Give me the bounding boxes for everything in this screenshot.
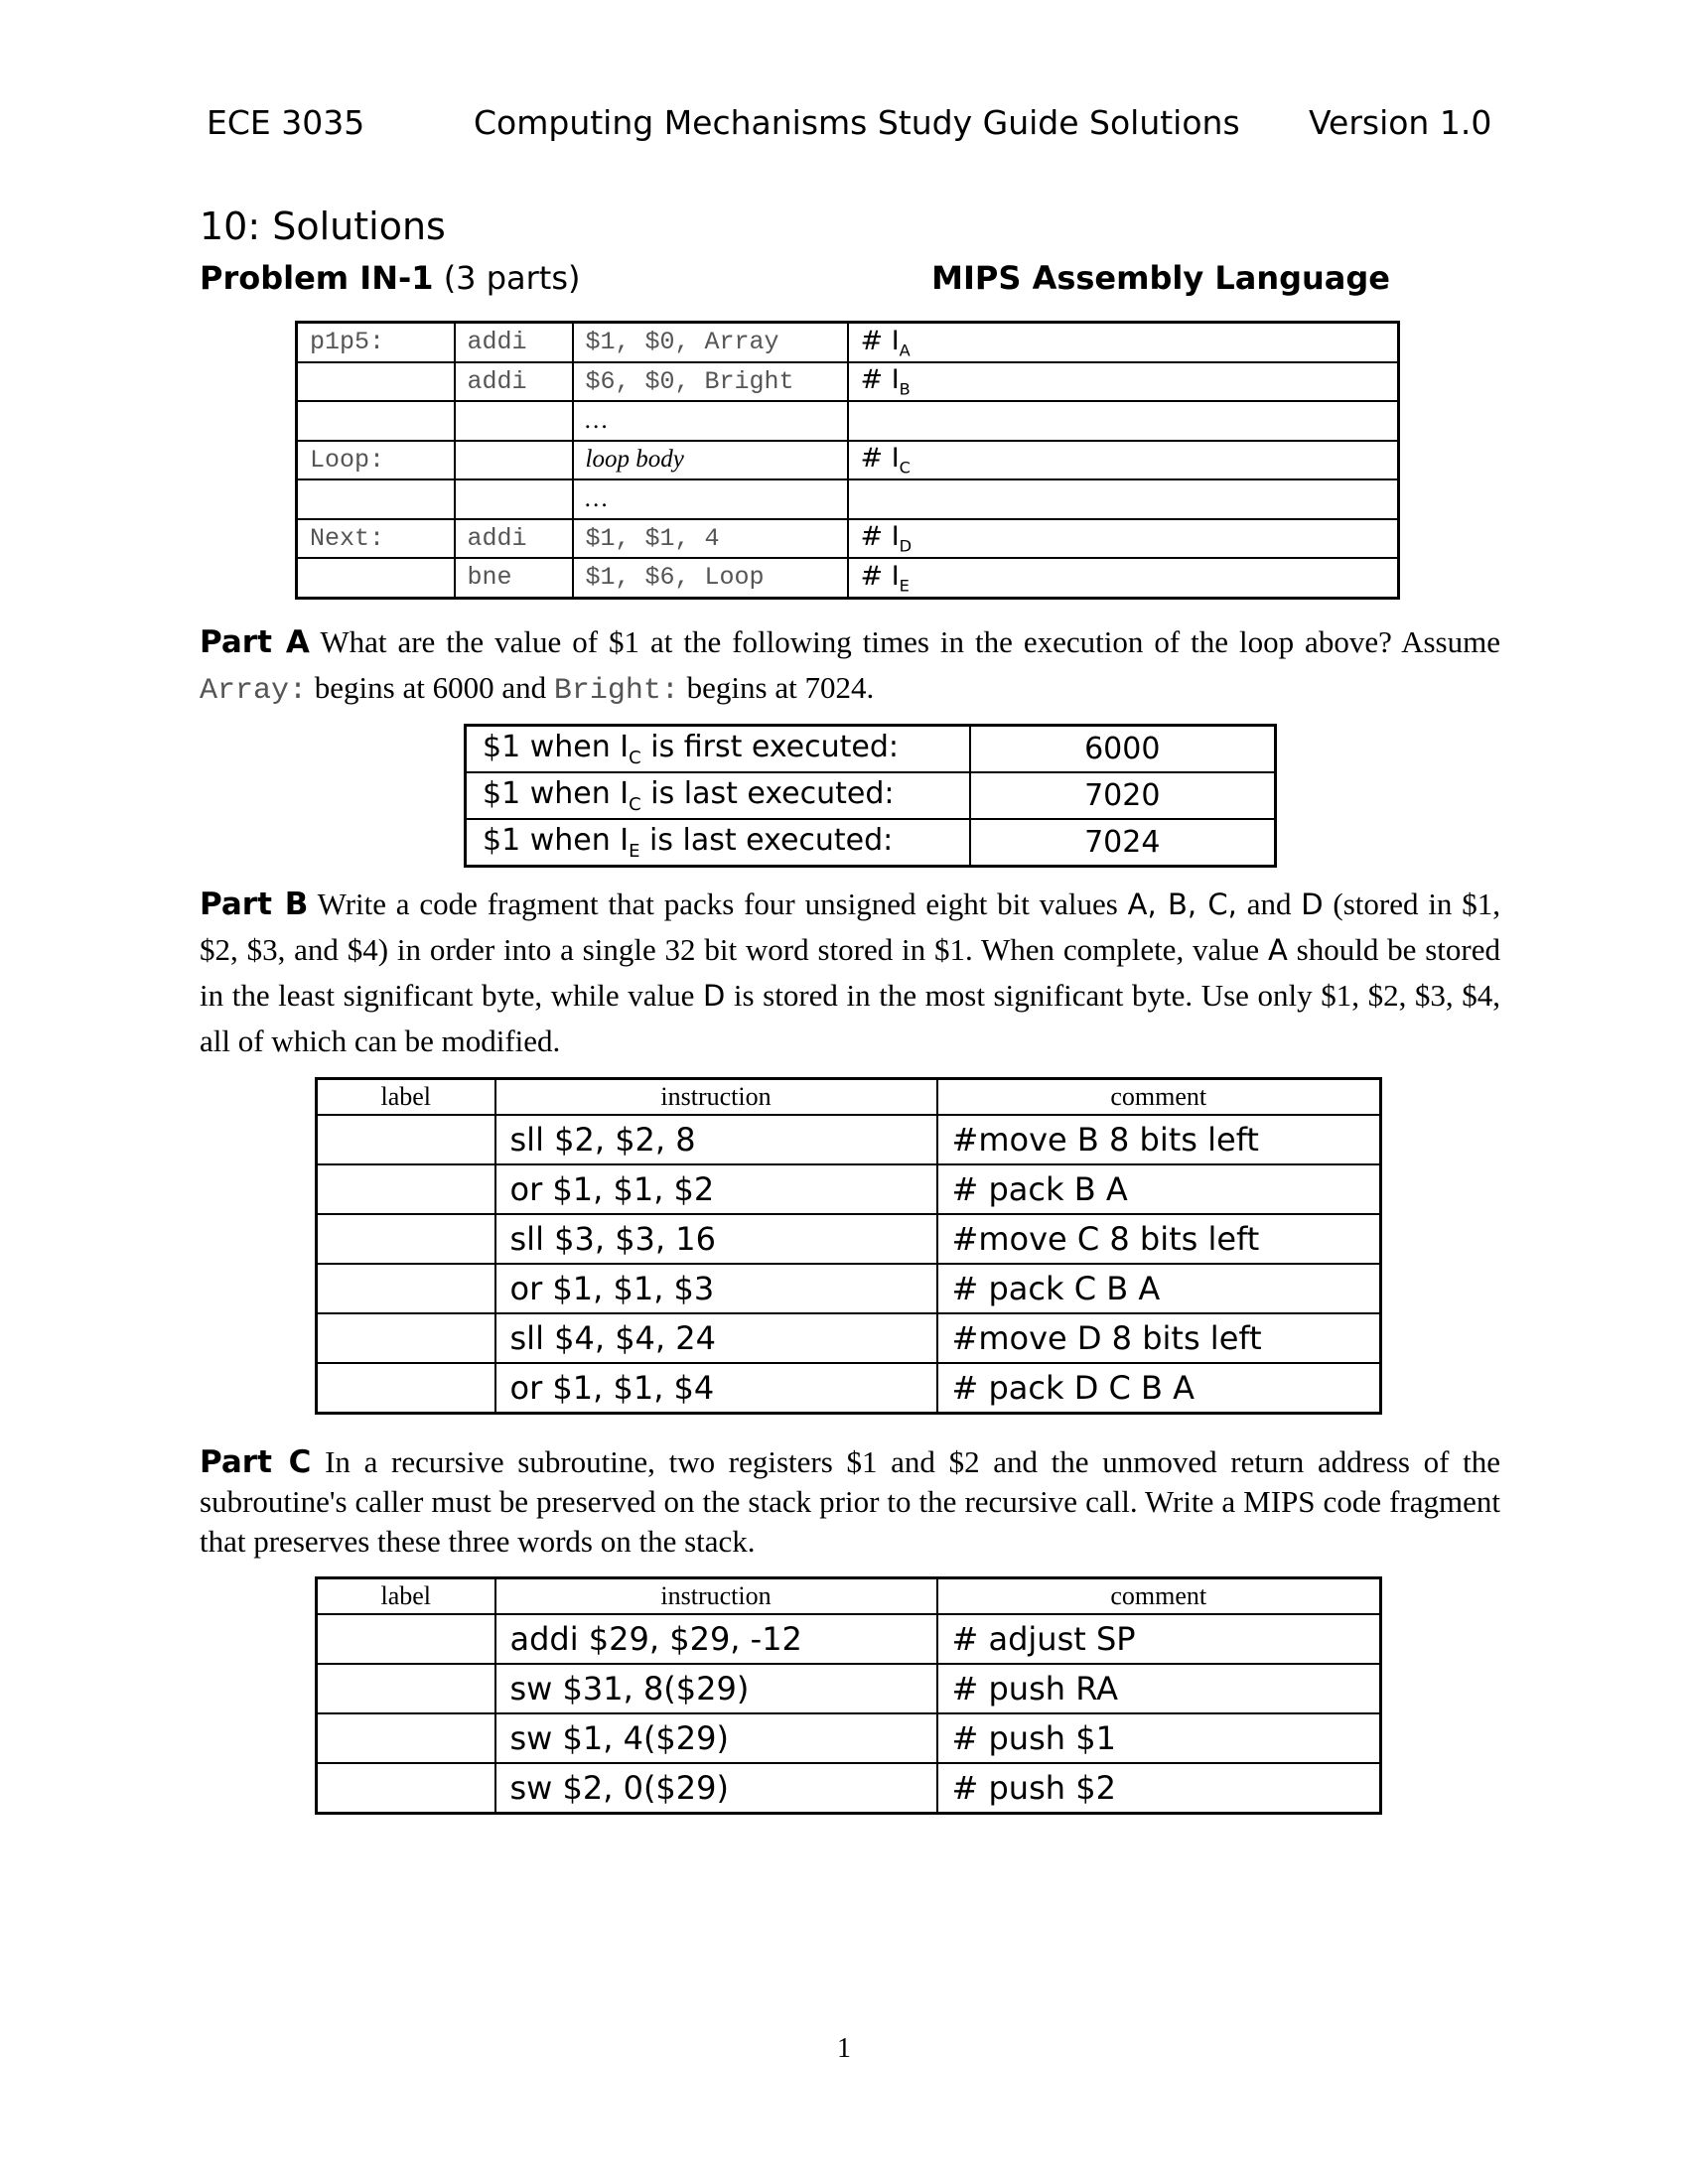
instruction-comment: #move D 8 bits left	[937, 1313, 1381, 1363]
instruction-row	[317, 1313, 1381, 1363]
code-opcode	[455, 401, 573, 441]
part-a-label: Part A	[200, 624, 310, 660]
code-comment	[848, 519, 1399, 559]
instruction-text: addi $29, $29, -12	[495, 1614, 937, 1664]
instruction-row	[317, 1164, 1381, 1214]
instruction-text: or $1, $1, $4	[495, 1363, 937, 1414]
part-c-code-table	[315, 1576, 1382, 1815]
problem-heading	[200, 259, 580, 297]
part-c-label: Part C	[200, 1444, 312, 1480]
instruction-text: or $1, $1, $3	[495, 1264, 937, 1313]
part-c-text	[200, 1442, 1500, 1562]
code-opcode: addi	[455, 362, 573, 402]
instruction-label	[317, 1313, 495, 1363]
instruction-label	[317, 1115, 495, 1164]
instruction-label	[317, 1614, 495, 1664]
code-operands: $1, $6, Loop	[573, 558, 848, 598]
instruction-label	[317, 1713, 495, 1763]
code-row	[297, 362, 1399, 402]
instruction-text: sw $1, 4($29)	[495, 1713, 937, 1763]
description-post: is last executed:	[639, 823, 894, 858]
description-pre: $1 when I	[483, 823, 630, 858]
instruction-row	[317, 1763, 1381, 1814]
document-title: Computing Mechanisms Study Guide Solutions	[474, 103, 1240, 142]
problem-name: Problem IN-1	[200, 259, 434, 297]
code-comment-text: # I	[860, 325, 900, 356]
instruction-row	[317, 1713, 1381, 1763]
code-row	[297, 479, 1399, 519]
code-comment	[848, 401, 1399, 441]
register-value: 6000	[970, 726, 1276, 773]
instruction-label	[317, 1363, 495, 1414]
instruction-text: sll $4, $4, 24	[495, 1313, 937, 1363]
description-subscript: C	[629, 794, 641, 815]
register-value: 7024	[970, 819, 1276, 867]
part-b-code-table	[315, 1077, 1382, 1415]
part-b-text-8: is stored in the most significant byte. Use only $1, $2, $3, $4, all of which can be modified.	[200, 978, 1501, 1058]
code-table	[295, 321, 1400, 600]
instruction-comment: # adjust SP	[937, 1614, 1381, 1664]
code-comment-text: # I	[860, 560, 900, 592]
description-pre: $1 when I	[483, 776, 630, 811]
instruction-text: or $1, $1, $2	[495, 1164, 937, 1214]
part-b-text-2: and	[1236, 887, 1302, 921]
code-opcode	[455, 441, 573, 480]
part-b-text-1: A, B, C,	[1127, 887, 1237, 921]
instruction-row	[317, 1614, 1381, 1664]
description-subscript: E	[629, 841, 640, 862]
code-row	[297, 323, 1399, 362]
code-row	[297, 558, 1399, 598]
bright-symbol: Bright:	[553, 674, 679, 708]
code-label: Loop:	[297, 441, 455, 480]
instruction-text: sll $2, $2, 8	[495, 1115, 937, 1164]
part-b-text	[200, 882, 1500, 1063]
code-label	[297, 362, 455, 402]
page-number: 1	[837, 2033, 851, 2064]
instruction-row	[317, 1664, 1381, 1713]
instruction-text: sll $3, $3, 16	[495, 1214, 937, 1264]
code-comment-text: # I	[860, 521, 900, 553]
column-header-label: label	[317, 1578, 495, 1615]
code-comment	[848, 323, 1399, 362]
code-operands: $6, $0, Bright	[573, 362, 848, 402]
problem-topic: MIPS Assembly Language	[931, 259, 1390, 297]
instruction-comment: # push $2	[937, 1763, 1381, 1814]
instruction-comment: #move B 8 bits left	[937, 1115, 1381, 1164]
column-header-label: label	[317, 1079, 495, 1116]
part-b-label: Part B	[200, 887, 309, 922]
instruction-row	[317, 1115, 1381, 1164]
code-opcode	[455, 479, 573, 519]
description-post: is first executed:	[640, 730, 899, 764]
code-operands: …	[573, 479, 848, 519]
instruction-label	[317, 1164, 495, 1214]
instruction-label	[317, 1264, 495, 1313]
instruction-label	[317, 1664, 495, 1713]
code-row	[297, 401, 1399, 441]
column-header-comment: comment	[937, 1079, 1381, 1116]
code-label	[297, 558, 455, 598]
value-row	[466, 772, 1276, 819]
part-c-question: In a recursive subroutine, two registers $1 and $2 and the unmoved return address of the subroutine's caller must be preserved on the stack prior to the recursive call. Write a MIPS code fragment that preserves these three words on the stack.	[200, 1444, 1500, 1559]
code-comment	[848, 441, 1399, 480]
part-b-text-3: D	[1301, 887, 1324, 921]
description-subscript: C	[629, 748, 641, 768]
code-comment-subscript: C	[899, 458, 911, 478]
code-operands: $1, $1, 4	[573, 519, 848, 559]
instruction-comment: # pack D C B A	[937, 1363, 1381, 1414]
code-comment-text: # I	[860, 443, 900, 475]
code-comment-subscript: B	[899, 379, 911, 399]
value-description	[466, 772, 970, 819]
part-a-text-3: begins at 7024.	[686, 670, 875, 705]
code-opcode: addi	[455, 519, 573, 559]
instruction-comment: # push RA	[937, 1664, 1381, 1713]
code-label	[297, 479, 455, 519]
part-b-text-4: (stored in $1, $2, $3, and $4) in order into a single 32 bit word stored in $1. When complete, value	[200, 887, 1500, 967]
code-comment-text: # I	[860, 364, 900, 396]
instruction-comment: # pack C B A	[937, 1264, 1381, 1313]
register-value: 7020	[970, 772, 1276, 819]
description-post: is last executed:	[640, 776, 895, 811]
instruction-row	[317, 1214, 1381, 1264]
part-b-text-7: D	[702, 979, 726, 1013]
part-a-text	[200, 619, 1500, 714]
code-label: p1p5:	[297, 323, 455, 362]
instruction-text: sw $31, 8($29)	[495, 1664, 937, 1713]
code-comment-subscript: A	[899, 340, 911, 359]
instruction-row	[317, 1264, 1381, 1313]
instruction-label	[317, 1214, 495, 1264]
column-header-instruction: instruction	[495, 1079, 937, 1116]
column-header-instruction: instruction	[495, 1578, 937, 1615]
code-comment	[848, 479, 1399, 519]
part-b-text-5: A	[1267, 933, 1288, 967]
description-pre: $1 when I	[483, 730, 630, 764]
value-row	[466, 819, 1276, 867]
code-comment	[848, 362, 1399, 402]
code-opcode: bne	[455, 558, 573, 598]
problem-parts: (3 parts)	[443, 259, 581, 297]
instruction-text: sw $2, 0($29)	[495, 1763, 937, 1814]
code-opcode: addi	[455, 323, 573, 362]
code-comment-subscript: D	[899, 536, 913, 556]
code-row	[297, 441, 1399, 480]
version-label: Version 1.0	[1309, 103, 1492, 142]
array-symbol: Array:	[200, 674, 308, 708]
course-code: ECE 3035	[207, 103, 365, 142]
instruction-comment: # push $1	[937, 1713, 1381, 1763]
code-operands: $1, $0, Array	[573, 323, 848, 362]
instruction-comment: #move C 8 bits left	[937, 1214, 1381, 1264]
code-operands: …	[573, 401, 848, 441]
part-a-text-2: begins at 6000 and	[314, 670, 547, 705]
code-comment-subscript: E	[899, 575, 910, 595]
code-operands: loop body	[573, 441, 848, 480]
part-b-text-6: should be stored in the least significant byte, while value	[200, 932, 1500, 1013]
value-description	[466, 819, 970, 867]
code-row	[297, 519, 1399, 559]
code-comment	[848, 558, 1399, 598]
part-a-question: What are the value of $1 at the following times in the execution of the loop above? Assume	[320, 624, 1500, 659]
value-row	[466, 726, 1276, 773]
instruction-label	[317, 1763, 495, 1814]
code-label: Next:	[297, 519, 455, 559]
section-title: 10: Solutions	[200, 205, 446, 248]
register-values-table	[464, 724, 1277, 868]
instruction-comment: # pack B A	[937, 1164, 1381, 1214]
part-b-text-0: Write a code fragment that packs four unsigned eight bit values	[317, 887, 1128, 921]
column-header-comment: comment	[937, 1578, 1381, 1615]
value-description	[466, 726, 970, 773]
code-label	[297, 401, 455, 441]
instruction-row	[317, 1363, 1381, 1414]
